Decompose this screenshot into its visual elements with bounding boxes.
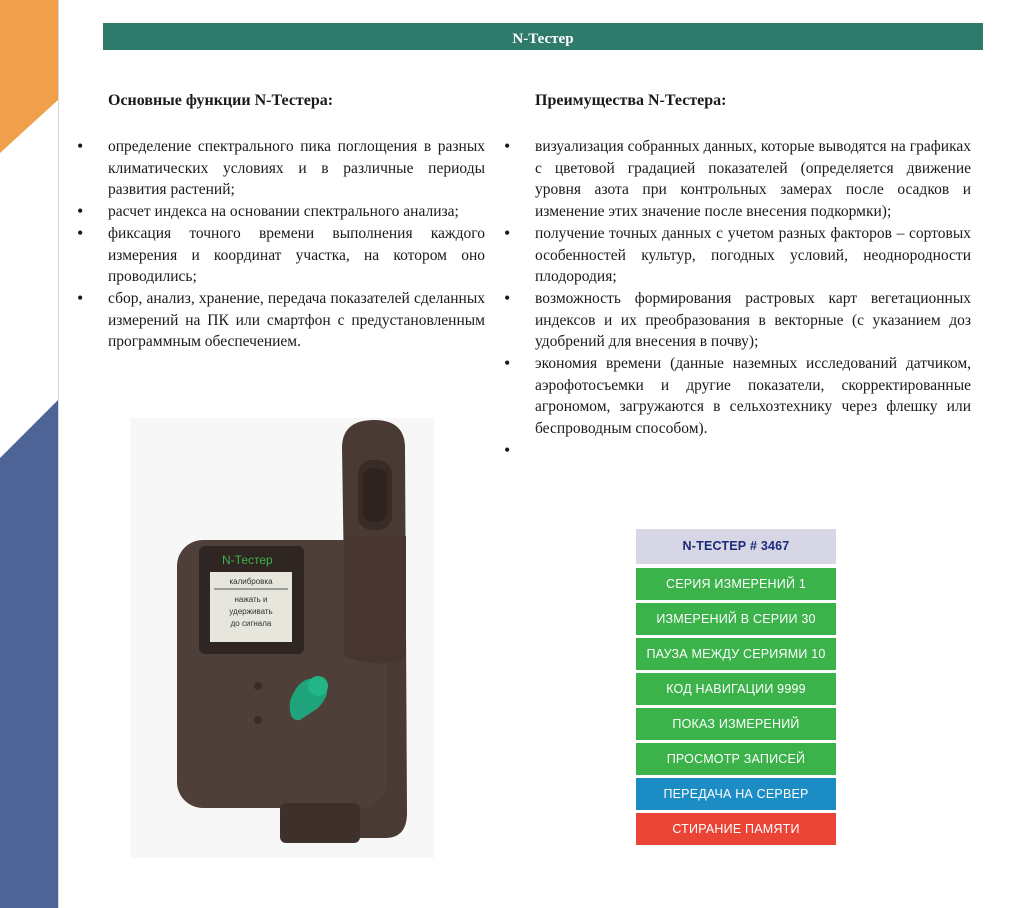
menu-button[interactable]: СТИРАНИЕ ПАМЯТИ bbox=[636, 813, 836, 845]
functions-item-text: сбор, анализ, хранение, передача показателей сделанных измерений на ПК или смартфон с предустановленным программным обеспечением. bbox=[108, 289, 485, 351]
functions-item-text: фиксация точного времени выполнения каждого измерения и координат участка, на котором оно проводились; bbox=[108, 224, 485, 286]
menu-button[interactable]: ПРОСМОТР ЗАПИСЕЙ bbox=[636, 743, 836, 775]
menu-title: N-ТЕСТЕР # 3467 bbox=[636, 529, 836, 564]
menu-button[interactable]: ИЗМЕРЕНИЙ В СЕРИИ 30 bbox=[636, 603, 836, 635]
decorative-side-strip bbox=[0, 0, 58, 908]
device-screen-line: удерживать bbox=[229, 607, 273, 616]
device-photo bbox=[130, 418, 434, 858]
functions-column bbox=[77, 92, 485, 353]
advantages-item bbox=[504, 353, 971, 440]
bullet-marker: • bbox=[504, 353, 511, 374]
menu-button[interactable]: ПАУЗА МЕЖДУ СЕРИЯМИ 10 bbox=[636, 638, 836, 670]
bullet-marker: • bbox=[504, 287, 511, 308]
device-screen-line: калибровка bbox=[229, 577, 273, 586]
advantages-item bbox=[504, 439, 971, 462]
section-header: N-Тестер bbox=[103, 23, 983, 50]
functions-item bbox=[77, 222, 485, 288]
bullet-marker: • bbox=[77, 287, 84, 308]
advantages-item bbox=[504, 287, 971, 353]
advantages-item-text: получение точных данных с учетом разных факторов – сортовых особенностей культур, погодных условий, неоднородности плодородия; bbox=[535, 224, 971, 286]
bullet-marker: • bbox=[504, 222, 511, 243]
advantages-title: Преимущества N-Тестера: bbox=[535, 92, 727, 109]
device-screen-line: нажать и bbox=[234, 595, 268, 604]
device-brand-label: N-Тестер bbox=[222, 553, 273, 567]
advantages-item-text: экономия времени (данные наземных исследований датчиком, аэрофотосъемки и другие показатели, скорректированные агрономом, загружаются в сельхозтехнику через флешку или беспроводным способом). bbox=[535, 355, 971, 438]
device-screen-line: до сигнала bbox=[230, 619, 272, 628]
bullet-marker: • bbox=[504, 136, 511, 156]
advantages-item-text: визуализация собранных данных, которые выводятся на графиках с цветовой градацией показателей (определяется движение уровня азота при контрольных замерах после осадков и изменение этих значение после внесения подкормки); bbox=[535, 138, 971, 221]
advantages-item bbox=[504, 222, 971, 288]
functions-item bbox=[77, 287, 485, 353]
menu-button[interactable]: ПОКАЗ ИЗМЕРЕНИЙ bbox=[636, 708, 836, 740]
menu-button[interactable]: СЕРИЯ ИЗМЕРЕНИЙ 1 bbox=[636, 568, 836, 600]
menu-button[interactable]: ПЕРЕДАЧА НА СЕРВЕР bbox=[636, 778, 836, 810]
device-illustration bbox=[130, 418, 434, 858]
advantages-item-text: возможность формирования растровых карт вегетационных индексов и их преобразования в векторные (с указанием доз удобрений для внесения в почву); bbox=[535, 289, 971, 351]
functions-list bbox=[77, 136, 485, 353]
functions-title: Основные функции N-Тестера: bbox=[108, 92, 334, 109]
functions-item bbox=[77, 136, 485, 201]
bullet-marker: • bbox=[504, 439, 511, 460]
advantages-column bbox=[504, 92, 971, 462]
bullet-marker: • bbox=[77, 136, 84, 156]
device-menu bbox=[636, 529, 836, 848]
advantages-item bbox=[504, 136, 971, 223]
menu-button[interactable]: КОД НАВИГАЦИИ 9999 bbox=[636, 673, 836, 705]
advantages-list bbox=[504, 136, 971, 462]
bullet-marker: • bbox=[77, 222, 84, 243]
functions-item-text: расчет индекса на основании спектрального анализа; bbox=[108, 203, 459, 221]
functions-item bbox=[77, 201, 485, 223]
page-edge-line bbox=[58, 0, 59, 908]
functions-item-text: определение спектрального пика поглощения в разных климатических условиях и в различные периоды развития растений; bbox=[108, 138, 485, 199]
bullet-marker: • bbox=[77, 201, 84, 222]
